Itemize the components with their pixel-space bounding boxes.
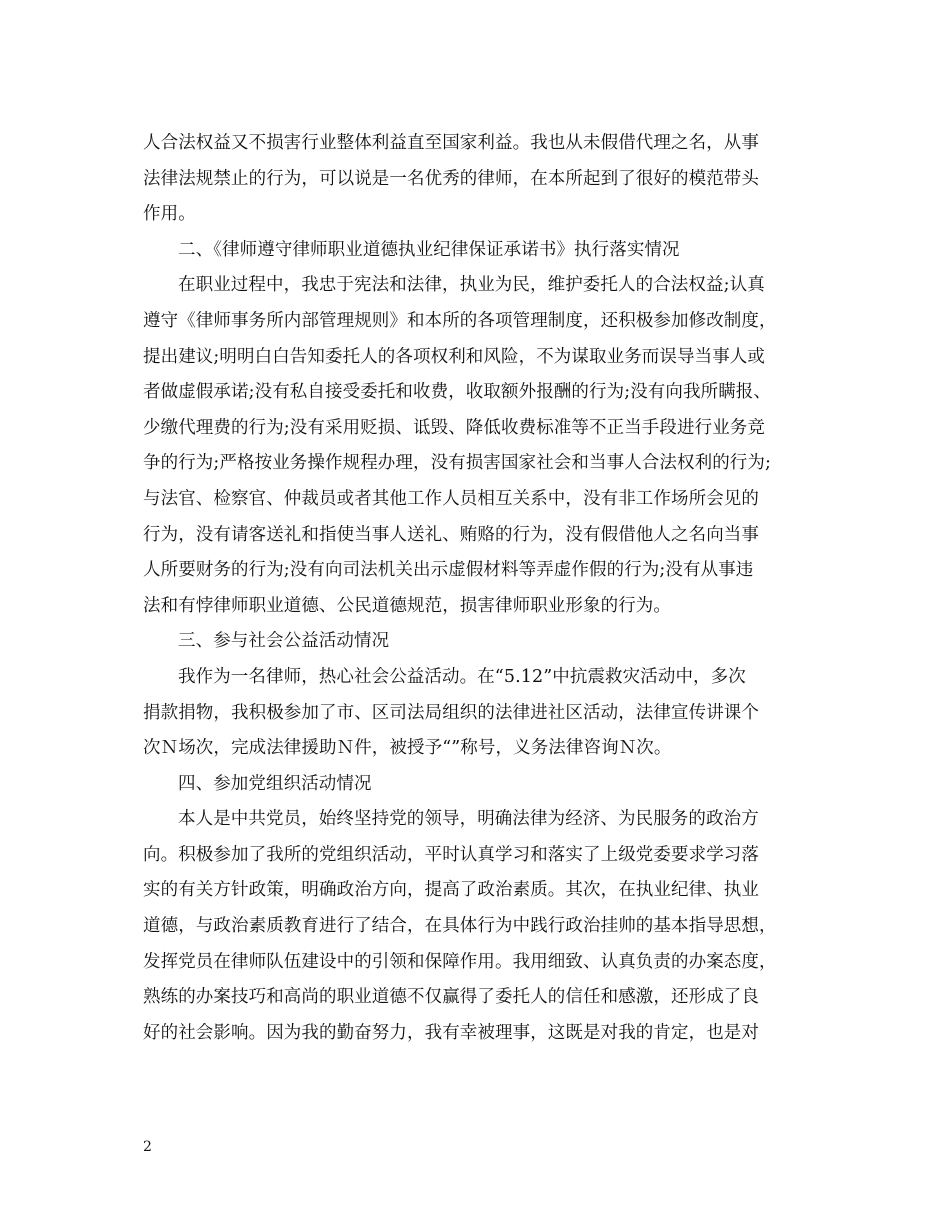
paragraph-line: 提出建议;明明白白告知委托人的各项权利和风险，不为谋取业务而误导当事人或 bbox=[143, 346, 765, 367]
paragraph-line: 好的社会影响。因为我的勤奋努力，我有幸被理事，这既是对我的肯定，也是对 bbox=[143, 1022, 759, 1043]
section-heading: 二、《律师遵守律师职业道德执业纪律保证承诺书》执行落实情况 bbox=[178, 239, 680, 260]
paragraph-line: 法律法规禁止的行为，可以说是一名优秀的律师，在本所起到了很好的模范带头 bbox=[143, 168, 759, 189]
paragraph-line: 遵守《律师事务所内部管理规则》和本所的各项管理制度，还积极参加修改制度， bbox=[143, 310, 777, 331]
paragraph-line: 作用。 bbox=[143, 204, 196, 225]
paragraph-line: 者做虚假承诺;没有私自接受委托和收费，收取额外报酬的行为;没有向我所瞒报、 bbox=[143, 382, 771, 403]
paragraph-line: 捐款捐物，我积极参加了市、区司法局组织的法律进社区活动，法律宣传讲课个 bbox=[143, 702, 759, 723]
paragraph-line: 实的有关方针政策，明确政治方向，提高了政治素质。其次，在执业纪律、执业 bbox=[143, 880, 759, 901]
page-number: 2 bbox=[143, 1139, 152, 1155]
paragraph-line: 人合法权益又不损害行业整体利益直至国家利益。我也从未假借代理之名，从事 bbox=[143, 133, 759, 153]
paragraph-line: 向。积极参加了我所的党组织活动，平时认真学习和落实了上级党委要求学习落 bbox=[143, 844, 759, 865]
paragraph-line: 道德，与政治素质教育进行了结合，在具体行为中践行政治挂帅的基本指导思想， bbox=[143, 916, 777, 937]
paragraph-line: 行为，没有请客送礼和指使当事人送礼、贿赂的行为，没有假借他人之名向当事 bbox=[143, 524, 759, 545]
section-heading: 三、参与社会公益活动情况 bbox=[178, 631, 390, 652]
paragraph-line: 次Ｎ场次，完成法律援助Ｎ件，被授予“”称号，义务法律咨询Ｎ次。 bbox=[143, 738, 672, 759]
paragraph-line: 法和有悖律师职业道德、公民道德规范，损害律师职业形象的行为。 bbox=[143, 595, 671, 616]
paragraph-line: 人所要财务的行为;没有向司法机关出示虚假材料等弄虚作假的行为;没有从事违 bbox=[143, 560, 754, 581]
paragraph-line: 我作为一名律师，热心社会公益活动。在“5.12”中抗震救灾活动中，多次 bbox=[178, 666, 746, 687]
paragraph-line: 熟练的办案技巧和高尚的职业道德不仅赢得了委托人的信任和感激，还形成了良 bbox=[143, 987, 759, 1008]
paragraph-line: 少缴代理费的行为;没有采用贬损、诋毁、降低收费标准等不正当手段进行业务竞 bbox=[143, 417, 765, 438]
paragraph-line: 与法官、检察官、仲裁员或者其他工作人员相互关系中，没有非工作场所会见的 bbox=[143, 488, 759, 509]
document-body bbox=[143, 126, 813, 1051]
section-heading: 四、参加党组织活动情况 bbox=[178, 773, 372, 794]
paragraph-line: 争的行为;严格按业务操作规程办理，没有损害国家社会和当事人合法权利的行为; bbox=[143, 453, 771, 474]
paragraph-line: 在职业过程中，我忠于宪法和法律，执业为民，维护委托人的合法权益;认真 bbox=[178, 275, 765, 296]
paragraph-line: 本人是中共党员，始终坚持党的领导，明确法律为经济、为民服务的政治方 bbox=[178, 809, 759, 830]
paragraph-line: 发挥党员在律师队伍建设中的引领和保障作用。我用细致、认真负责的办案态度， bbox=[143, 951, 777, 972]
